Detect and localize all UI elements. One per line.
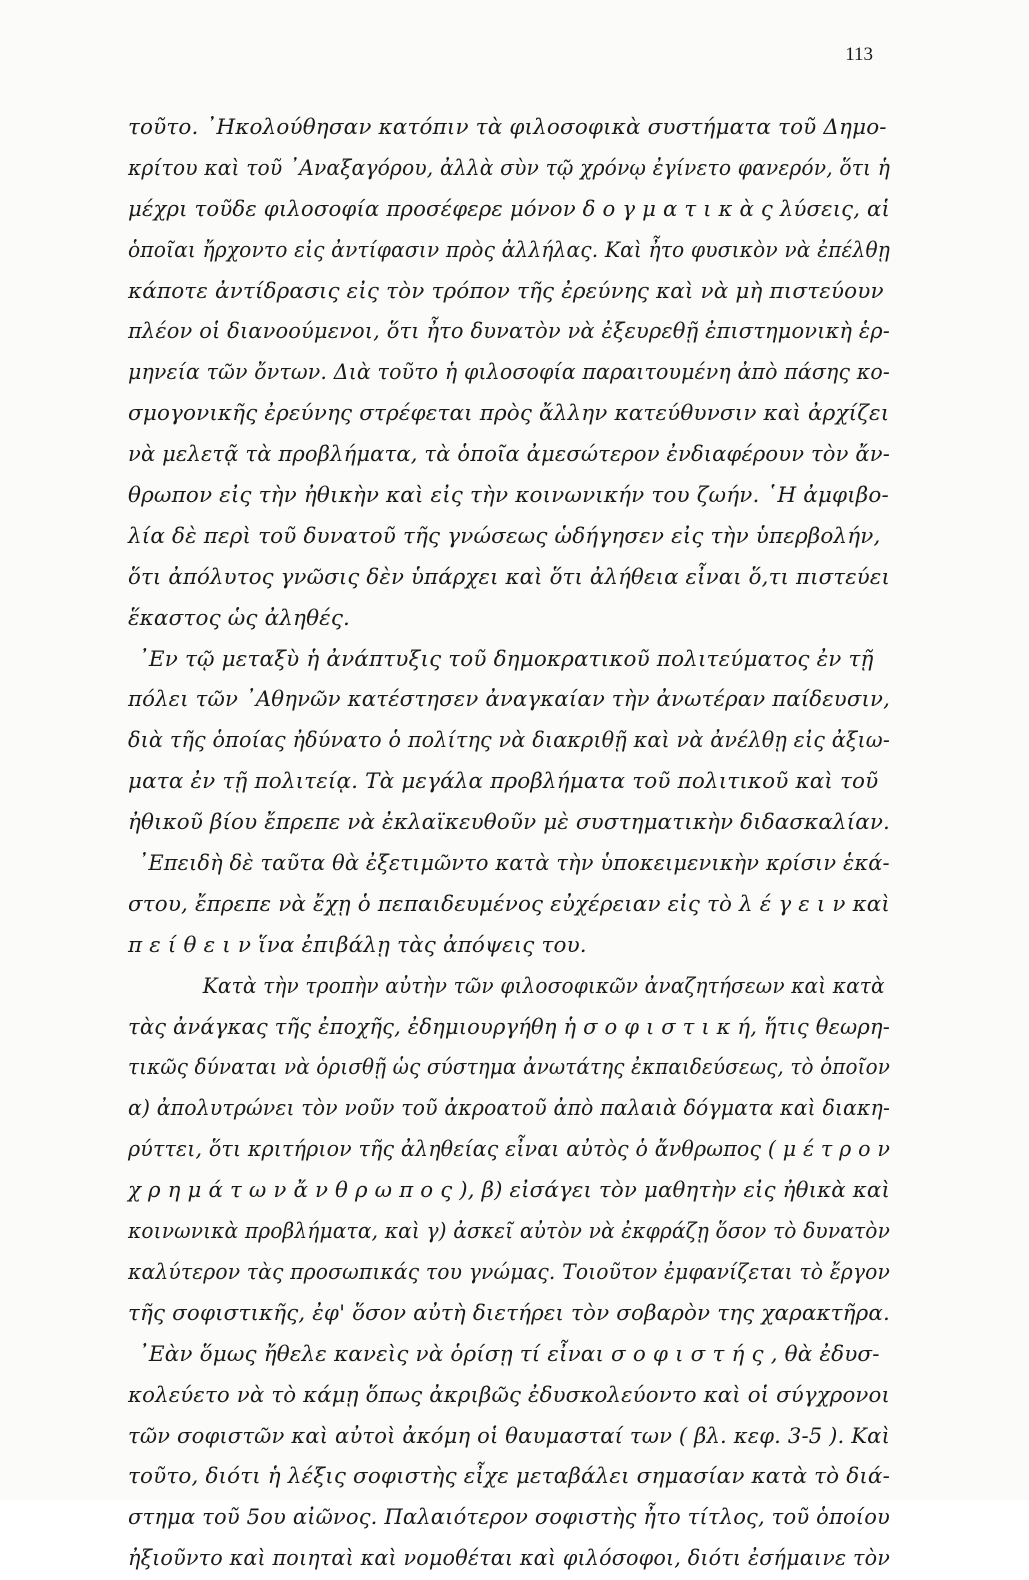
text-line: Κατὰ τὴν τροπὴν αὐτὴν τῶν φιλοσοφικῶν ἀναζητήσεων καὶ κατὰ (202, 973, 885, 999)
text-line: τοῦτο. ᾿Ηκολούθησαν κατόπιν τὰ φιλοσοφικὰ συστήματα τοῦ Δημο- (128, 115, 887, 140)
text-line: στου, ἔπρεπε νὰ ἔχῃ ὁ πεπαιδευμένος εὐχέρειαν εἰς τὸ λ έ γ ε ι ν καὶ (128, 891, 890, 917)
text-line: στημα τοῦ 5ου αἰῶνος. Παλαιότερον σοφιστὴς ἦτο τίτλος, τοῦ ὁποίου (128, 1505, 890, 1531)
text-line: πλέον οἱ διανοούμενοι, ὅτι ἦτο δυνατὸν νὰ ἐξευρεθῇ ἐπιστημονικὴ ἑρ- (128, 319, 890, 345)
text-line: σμογονικῆς ἐρεύνης στρέφεται πρὸς ἄλλην κατεύθυνσιν καὶ ἀρχίζει (128, 401, 890, 427)
text-line: καλύτερον τὰς προσωπικάς του γνώμας. Τοιοῦτον ἐμφανίζεται τὸ ἔργον (128, 1259, 890, 1285)
text-line: τοῦτο, διότι ἡ λέξις σοφιστὴς εἶχε μεταβάλει σημασίαν κατὰ τὸ διά- (128, 1464, 890, 1490)
text-line: διὰ τῆς ὁποίας ἠδύνατο ὁ πολίτης νὰ διακριθῇ καὶ νὰ ἀνέλθῃ εἰς ἀξιω- (128, 728, 890, 754)
text-line: τῆς σοφιστικῆς, ἐφ' ὅσον αὐτὴ διετήρει τὸν σοβαρὸν της χαρακτῆρα. (128, 1300, 890, 1326)
text-line: ὅτι ἀπόλυτος γνῶσις δὲν ὑπάρχει καὶ ὅτι ἀλήθεια εἶναι ὅ,τι πιστεύει (128, 564, 890, 590)
text-line: κρίτου καὶ τοῦ ᾿Αναξαγόρου, ἀλλὰ σὺν τῷ χρόνῳ ἐγίνετο φανερόν, ὅτι ἡ (128, 155, 890, 181)
text-line: ὁποῖαι ἤρχοντο εἰς ἀντίφασιν πρὸς ἀλλήλας. Καὶ ἦτο φυσικὸν νὰ ἐπέλθῃ (128, 237, 890, 263)
text-line: νὰ μελετᾷ τὰ προβλήματα, τὰ ὁποῖα ἀμεσώτερον ἐνδιαφέρουν τὸν ἄν- (128, 442, 890, 468)
text-line: λία δὲ περὶ τοῦ δυνατοῦ τῆς γνώσεως ὡδήγησεν εἰς τὴν ὑπερβολήν, (128, 523, 881, 549)
text-line: ᾿Εν τῷ μεταξὺ ἡ ἀνάπτυξις τοῦ δημοκρατικοῦ πολιτεύματος ἐν τῇ (138, 646, 874, 672)
text-line: π ε ί θ ε ι ν ἵνα ἐπιβάλῃ τὰς ἀπόψεις του. (128, 932, 587, 958)
text-line: τικῶς δύναται νὰ ὁρισθῇ ὡς σύστημα ἀνωτάτης ἐκπαιδεύσεως, τὸ ὁποῖον (128, 1055, 890, 1081)
text-line: κολεύετο νὰ τὸ κάμῃ ὅπως ἀκριβῶς ἐδυσκολεύοντο καὶ οἱ σύγχρονοι (128, 1382, 890, 1408)
page-number: 113 (845, 44, 873, 65)
text-line: μέχρι τοῦδε φιλοσοφία προσέφερε μόνον δ ο γ μ α τ ι κ ὰ ς λύσεις, αἱ (128, 196, 890, 222)
text-line: α) ἀπολυτρώνει τὸν νοῦν τοῦ ἀκροατοῦ ἀπὸ παλαιὰ δόγματα καὶ διακη- (128, 1096, 890, 1122)
text-line: ᾿Εὰν ὅμως ἤθελε κανεὶς νὰ ὁρίσῃ τί εἶναι σ ο φ ι σ τ ή ς , θὰ ἐδυσ- (138, 1341, 880, 1367)
text-line: χ ρ η μ ά τ ω ν ἄ ν θ ρ ω π ο ς ), β) εἰσάγει τὸν μαθητὴν εἰς ἠθικὰ καὶ (128, 1178, 890, 1204)
text-line: ρύττει, ὅτι κριτήριον τῆς ἀληθείας εἶναι αὐτὸς ὁ ἄνθρωπος ( μ έ τ ρ ο ν (128, 1137, 890, 1163)
text-line: ἠθικοῦ βίου ἔπρεπε νὰ ἐκλαϊκευθοῦν μὲ συστηματικὴν διδασκαλίαν. (128, 810, 890, 836)
text-line: τὰς ἀνάγκας τῆς ἐποχῆς, ἐδημιουργήθη ἡ σ ο φ ι σ τ ι κ ή, ἥτις θεωρη- (128, 1014, 890, 1040)
body-text (128, 108, 890, 1580)
text-line: ἕκαστος ὡς ἀληθές. (128, 605, 351, 631)
text-line: θρωπον εἰς τὴν ἠθικὴν καὶ εἰς τὴν κοινωνικήν του ζωήν. ῾Η ἀμφιβο- (128, 483, 889, 509)
text-line: ματα ἐν τῇ πολιτείᾳ. Τὰ μεγάλα προβλήματα τοῦ πολιτικοῦ καὶ τοῦ (128, 769, 879, 795)
text-line: τῶν σοφιστῶν καὶ αὐτοὶ ἀκόμη οἱ θαυμασταί των ( βλ. κεφ. 3-5 ). Καὶ (128, 1423, 890, 1449)
text-line: κάποτε ἀντίδρασις εἰς τὸν τρόπον τῆς ἐρεύνης καὶ νὰ μὴ πιστεύουν (128, 278, 884, 304)
text-line: πόλει τῶν ᾿Αθηνῶν κατέστησεν ἀναγκαίαν τὴν ἀνωτέραν παίδευσιν, (128, 687, 890, 713)
text-line: κοινωνικὰ προβλήματα, καὶ γ) ἀσκεῖ αὐτὸν νὰ ἐκφράζῃ ὅσον τὸ δυνατὸν (128, 1219, 890, 1245)
text-line: μηνεία τῶν ὄντων. Διὰ τοῦτο ἡ φιλοσοφία παραιτουμένη ἀπὸ πάσης κο- (128, 360, 890, 386)
text-line: ᾿Επειδὴ δὲ ταῦτα θὰ ἐξετιμῶντο κατὰ τὴν ὑποκειμενικὴν κρίσιν ἑκά- (137, 851, 890, 877)
text-line: ἠξιοῦντο καὶ ποιηταὶ καὶ νομοθέται καὶ φιλόσοφοι, διότι ἐσήμαινε τὸν (128, 1546, 890, 1572)
